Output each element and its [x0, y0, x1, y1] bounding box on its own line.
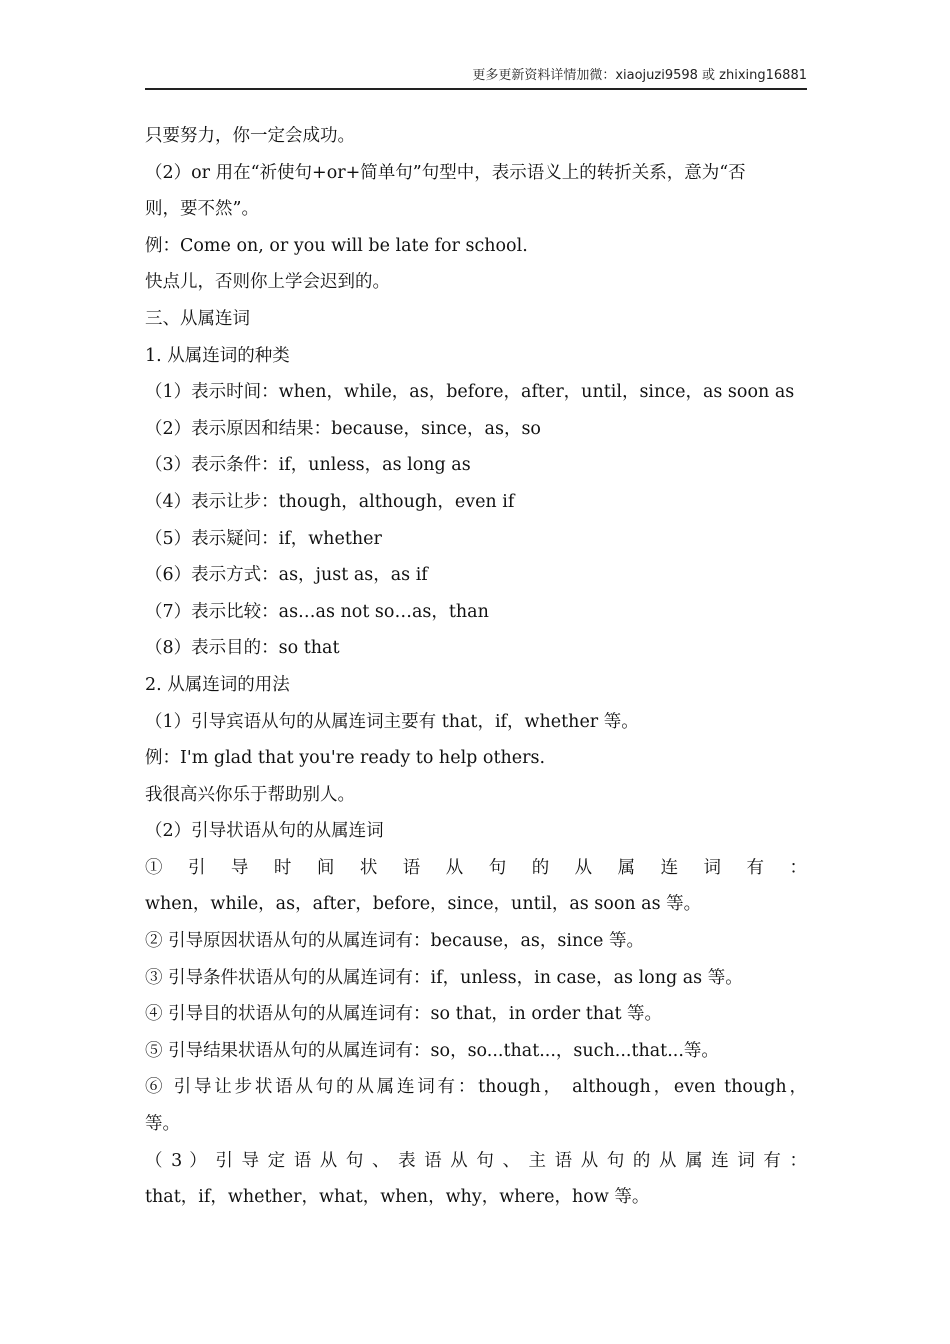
paragraph-line: 只要努力，你一定会成功。 [145, 126, 355, 146]
paragraph-line: that，if，whether，what，when，why，where，how 等。 [145, 1187, 650, 1208]
paragraph-line: （2）or 用在“祈使句+or+简单句”句型中，表示语义上的转折关系，意为“否 [145, 162, 746, 183]
list-item: （1）表示时间：when，while，as，before，after，until，since，as soon as [145, 382, 795, 403]
paragraph-line: 等。 [145, 1114, 180, 1135]
list-item: （6）表示方式：as，just as，as if [145, 565, 428, 586]
subsection-heading: 1. 从属连词的种类 [145, 345, 290, 366]
paragraph-line: （1）引导宾语从句的从属连词主要有 that，if，whether 等。 [145, 711, 639, 732]
paragraph-line: ⑤ 引导结果状语从句的从属连词有：so，so...that...，such...that...等。 [145, 1040, 719, 1061]
example-line: 例：I'm glad that you're ready to help others. [145, 748, 546, 769]
example-line: 例：Come on, or you will be late for school. [145, 235, 528, 256]
paragraph-line: 则，要不然”。 [145, 199, 259, 220]
page-header [145, 66, 807, 90]
paragraph-line: ① 引 导 时 间 状 语 从 句 的 从 属 连 词 有 ： [145, 857, 807, 878]
list-item: （4）表示让步：though，although，even if [145, 491, 515, 512]
paragraph-line: ② 引导原因状语从句的从属连词有：because，as，since 等。 [145, 931, 644, 952]
list-item: （2）表示原因和结果：because，since，as，so [145, 418, 541, 439]
paragraph-line: ③ 引导条件状语从句的从属连词有：if，unless，in case，as long as 等。 [145, 967, 743, 988]
translation-line: 我很高兴你乐于帮助别人。 [145, 784, 355, 805]
translation-line: 快点儿，否则你上学会迟到的。 [145, 272, 390, 293]
list-item: （7）表示比较：as…as not so…as，than [145, 601, 489, 622]
section-heading: 三、从属连词 [145, 308, 250, 329]
list-item: （8）表示目的：so that [145, 638, 340, 659]
list-item: （3）表示条件：if，unless，as long as [145, 455, 471, 476]
paragraph-line: ④ 引导目的状语从句的从属连词有：so that，in order that 等。 [145, 1004, 663, 1025]
subsection-heading: 2. 从属连词的用法 [145, 674, 290, 695]
paragraph-line: （ 3 ） 引 导 定 语 从 句 、 表 语 从 句 、 主 语 从 句 的 从 属 连 词 有 ： [145, 1150, 807, 1171]
paragraph-line: （2）引导状语从句的从属连词 [145, 821, 384, 842]
header-text: 更多更新资料详情加微：xiaojuzi9598 或 zhixing16881 [472, 68, 807, 83]
paragraph-line: ⑥ 引导让步状语从句的从属连词有：though， although，even though， [145, 1077, 807, 1098]
list-item: （5）表示疑问：if，whether [145, 528, 382, 549]
document-body [145, 118, 807, 1216]
paragraph-line: when，while，as，after，before，since，until，as soon as 等。 [145, 894, 702, 915]
